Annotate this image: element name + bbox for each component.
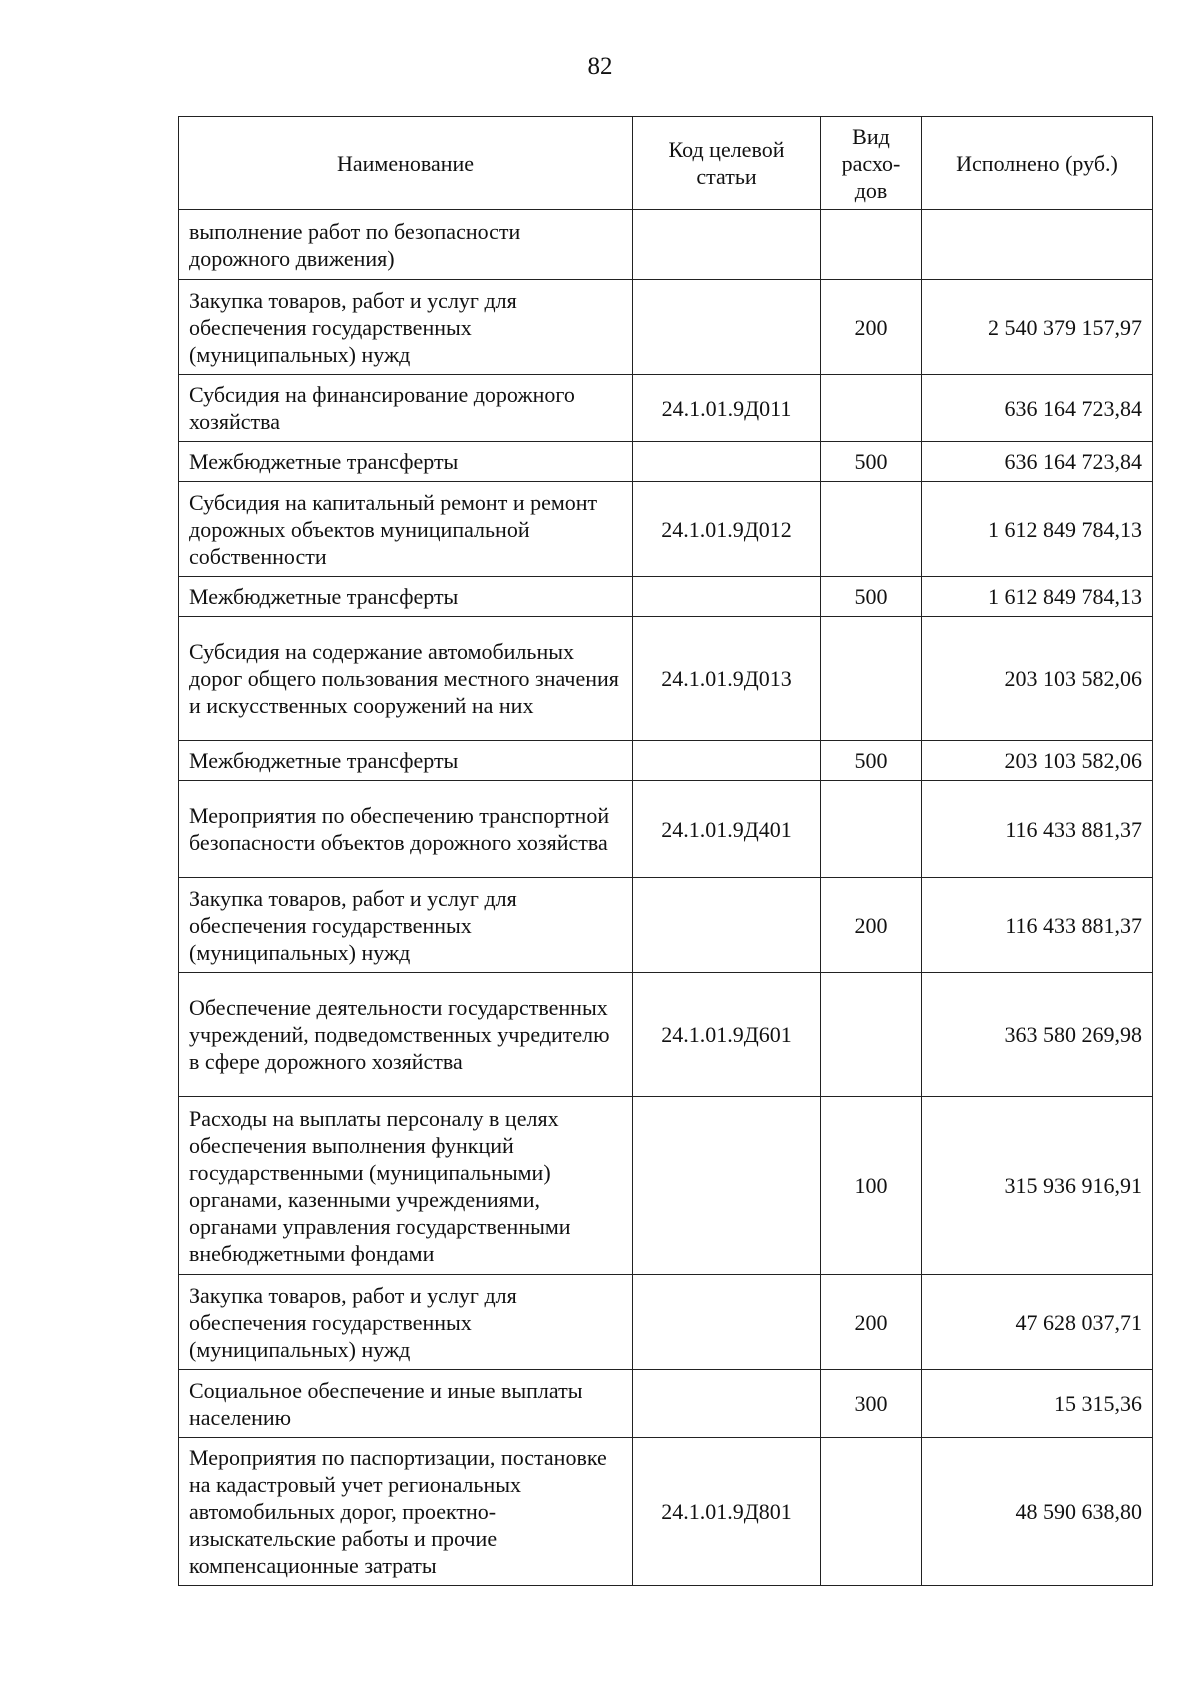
row-code: [633, 280, 821, 375]
row-type: [821, 375, 922, 442]
row-type: 500: [821, 741, 922, 781]
row-type: 200: [821, 878, 922, 973]
row-name: Закупка товаров, работ и услуг для обеспечения государственных (муниципальных) нужд: [179, 878, 633, 973]
row-amount: 363 580 269,98: [922, 973, 1153, 1097]
row-name: Межбюджетные трансферты: [179, 741, 633, 781]
row-name: Расходы на выплаты персоналу в целях обеспечения выполнения функций государственными (муниципальными) органами, казенными учреждениями, органами управления государственными внебюджетными фондами: [179, 1097, 633, 1275]
row-amount: 116 433 881,37: [922, 781, 1153, 878]
table-row: [179, 1438, 1153, 1586]
table-row: [179, 617, 1153, 741]
row-amount: 47 628 037,71: [922, 1275, 1153, 1370]
table-row: [179, 1097, 1153, 1275]
row-amount: 203 103 582,06: [922, 617, 1153, 741]
row-type: 500: [821, 442, 922, 482]
table-row: [179, 878, 1153, 973]
table-row: [179, 741, 1153, 781]
row-amount: 315 936 916,91: [922, 1097, 1153, 1275]
row-code: [633, 741, 821, 781]
row-amount: 636 164 723,84: [922, 375, 1153, 442]
row-code: 24.1.01.9Д012: [633, 482, 821, 577]
row-name: Мероприятия по обеспечению транспортной безопасности объектов дорожного хозяйства: [179, 781, 633, 878]
row-name: Субсидия на содержание автомобильных дорог общего пользования местного значения и искусственных сооружений на них: [179, 617, 633, 741]
row-code: 24.1.01.9Д401: [633, 781, 821, 878]
row-amount: 48 590 638,80: [922, 1438, 1153, 1586]
row-name: Закупка товаров, работ и услуг для обеспечения государственных (муниципальных) нужд: [179, 280, 633, 375]
table-row: [179, 973, 1153, 1097]
row-amount: 1 612 849 784,13: [922, 482, 1153, 577]
row-type: 200: [821, 280, 922, 375]
header-code: Код целевой статьи: [633, 117, 821, 210]
table-row: [179, 1275, 1153, 1370]
row-name: выполнение работ по безопасности дорожного движения): [179, 210, 633, 280]
header-amount: Исполнено (руб.): [922, 117, 1153, 210]
table-row: [179, 482, 1153, 577]
row-code: 24.1.01.9Д013: [633, 617, 821, 741]
row-amount: 636 164 723,84: [922, 442, 1153, 482]
row-type: [821, 482, 922, 577]
table-row: [179, 210, 1153, 280]
row-name: Субсидия на финансирование дорожного хозяйства: [179, 375, 633, 442]
row-type: 500: [821, 577, 922, 617]
table-row: [179, 280, 1153, 375]
row-type: [821, 781, 922, 878]
row-name: Субсидия на капитальный ремонт и ремонт дорожных объектов муниципальной собственности: [179, 482, 633, 577]
row-type: 300: [821, 1370, 922, 1438]
row-name: Мероприятия по паспортизации, постановке на кадастровый учет региональных автомобильных дорог, проектно-изыскательские работы и прочие компенсационные затраты: [179, 1438, 633, 1586]
row-code: [633, 210, 821, 280]
row-type: 100: [821, 1097, 922, 1275]
row-amount: 203 103 582,06: [922, 741, 1153, 781]
table-row: [179, 1370, 1153, 1438]
row-type: [821, 617, 922, 741]
budget-table: [178, 116, 1153, 1586]
header-name: Наименование: [179, 117, 633, 210]
row-name: Социальное обеспечение и иные выплаты населению: [179, 1370, 633, 1438]
row-amount: 1 612 849 784,13: [922, 577, 1153, 617]
row-code: [633, 442, 821, 482]
page-number: 82: [587, 53, 613, 80]
table-row: [179, 781, 1153, 878]
table-row: [179, 375, 1153, 442]
row-type: 200: [821, 1275, 922, 1370]
row-code: 24.1.01.9Д011: [633, 375, 821, 442]
row-amount: 15 315,36: [922, 1370, 1153, 1438]
row-amount: [922, 210, 1153, 280]
row-name: Закупка товаров, работ и услуг для обеспечения государственных (муниципальных) нужд: [179, 1275, 633, 1370]
row-code: [633, 1275, 821, 1370]
table-row: [179, 442, 1153, 482]
table-header-row: [179, 117, 1153, 210]
row-name: Обеспечение деятельности государственных учреждений, подведомственных учредителю в сфере дорожного хозяйства: [179, 973, 633, 1097]
row-type: [821, 973, 922, 1097]
row-type: [821, 210, 922, 280]
row-code: 24.1.01.9Д801: [633, 1438, 821, 1586]
row-amount: 2 540 379 157,97: [922, 280, 1153, 375]
row-name: Межбюджетные трансферты: [179, 442, 633, 482]
row-code: [633, 878, 821, 973]
table-row: [179, 577, 1153, 617]
row-name: Межбюджетные трансферты: [179, 577, 633, 617]
row-code: 24.1.01.9Д601: [633, 973, 821, 1097]
row-type: [821, 1438, 922, 1586]
header-type: Вид расхо-дов: [821, 117, 922, 210]
row-code: [633, 1097, 821, 1275]
row-code: [633, 577, 821, 617]
row-code: [633, 1370, 821, 1438]
row-amount: 116 433 881,37: [922, 878, 1153, 973]
